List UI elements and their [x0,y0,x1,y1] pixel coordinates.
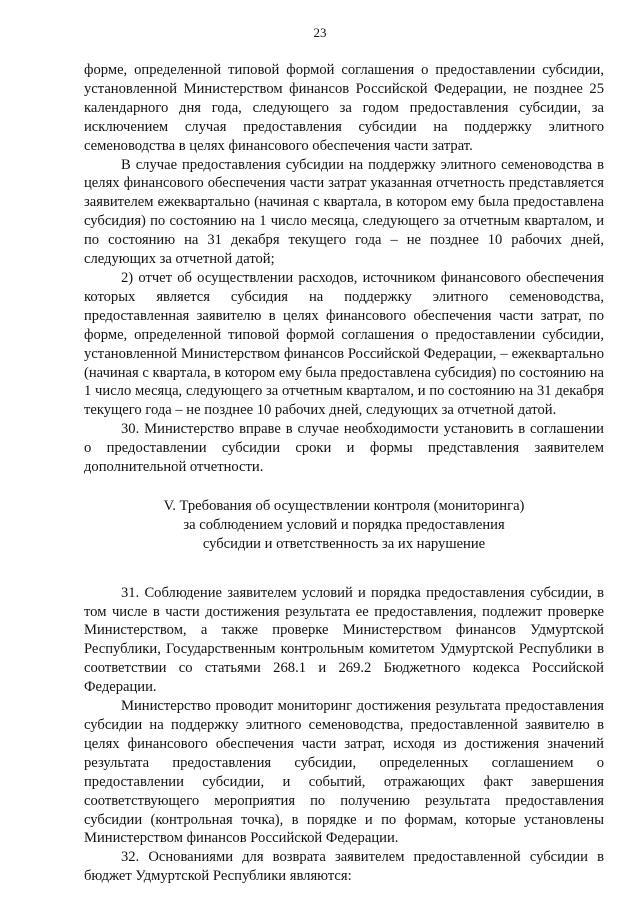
paragraph-quarterly-reporting: В случае предоставления субсидии на поддержку элитного семеноводства в целях финансового обеспечения части затрат указанная отчетность представляется заявителем ежеквартально (начиная с квартала, в котором ему была предоставлена субсидия) по состоянию на 1 число месяца, следующего за отчетным кварталом, и по состоянию на 31 декабря текущего года – не позднее 10 рабочих дней, следующих за отчетной датой; [84,156,604,268]
paragraph-item-31: 31. Соблюдение заявителем условий и порядка предоставления субсидии, в том числе в части достижения результата ее предоставления, подлежит проверке Министерством, а также проверке Министерством финансов Удмуртской Республики, Государственным контрольным комитетом Удмуртской Республики в соответствии со статьями 268.1 и 269.2 Бюджетного кодекса Российской Федерации. [84,584,604,696]
paragraph-continuation: форме, определенной типовой формой соглашения о предоставлении субсидии, установленной Министерством финансов Российской Федерации, не позднее 25 календарного дня года, следующего за годом предоставления субсидии, за исключением случая предоставления субсидии на поддержку элитного семеноводства в целях финансового обеспечения части затрат. [84,62,604,154]
page-number: 23 [313,25,327,40]
document-body [84,61,604,886]
paragraph-item-30: 30. Министерство вправе в случае необходимости установить в соглашении о предоставлении субсидии сроки и формы представления заявителем дополнительной отчетности. [84,421,604,476]
paragraph-expense-report: 2) отчет об осуществлении расходов, источником финансового обеспечения которых является субсидия на поддержку элитного семеноводства, предоставленная заявителю в целях финансового обеспечения части затрат, по форме, определенной типовой формой соглашения о предоставлении субсидии, установленной Министерством финансов Российской Федерации, – ежеквартально (начиная с квартала, в котором ему была предоставлена субсидия) по состоянию на 1 число месяца, следующего за отчетным кварталом, и по состоянию на 31 декабря текущего года – не позднее 10 рабочих дней, следующих за отчетной датой. [84,269,604,419]
section-title [124,497,564,554]
section-title-line-1: V. Требования об осуществлении контроля (мониторинга) [163,497,525,514]
section-title-line-3: субсидии и ответственность за их нарушение [202,535,486,552]
paragraph-item-32: 32. Основаниями для возврата заявителем предоставленной субсидии в бюджет Удмуртской Республики являются: [84,849,604,885]
paragraph-monitoring: Министерство проводит мониторинг достижения результата предоставления субсидии на поддержку элитного семеноводства, предоставленной заявителю в целях финансового обеспечения части затрат, исходя из достижения значений результата предоставления субсидии, определенных соглашением о предоставлении субсидии, и событий, отражающих факт завершения соответствующего мероприятия по получению результата предоставления субсидии (контрольная точка), в порядке и по формам, которые установлены Министерством финансов Российской Федерации. [84,698,604,847]
section-title-line-2: за соблюдением условий и порядка предоставления [183,516,505,533]
